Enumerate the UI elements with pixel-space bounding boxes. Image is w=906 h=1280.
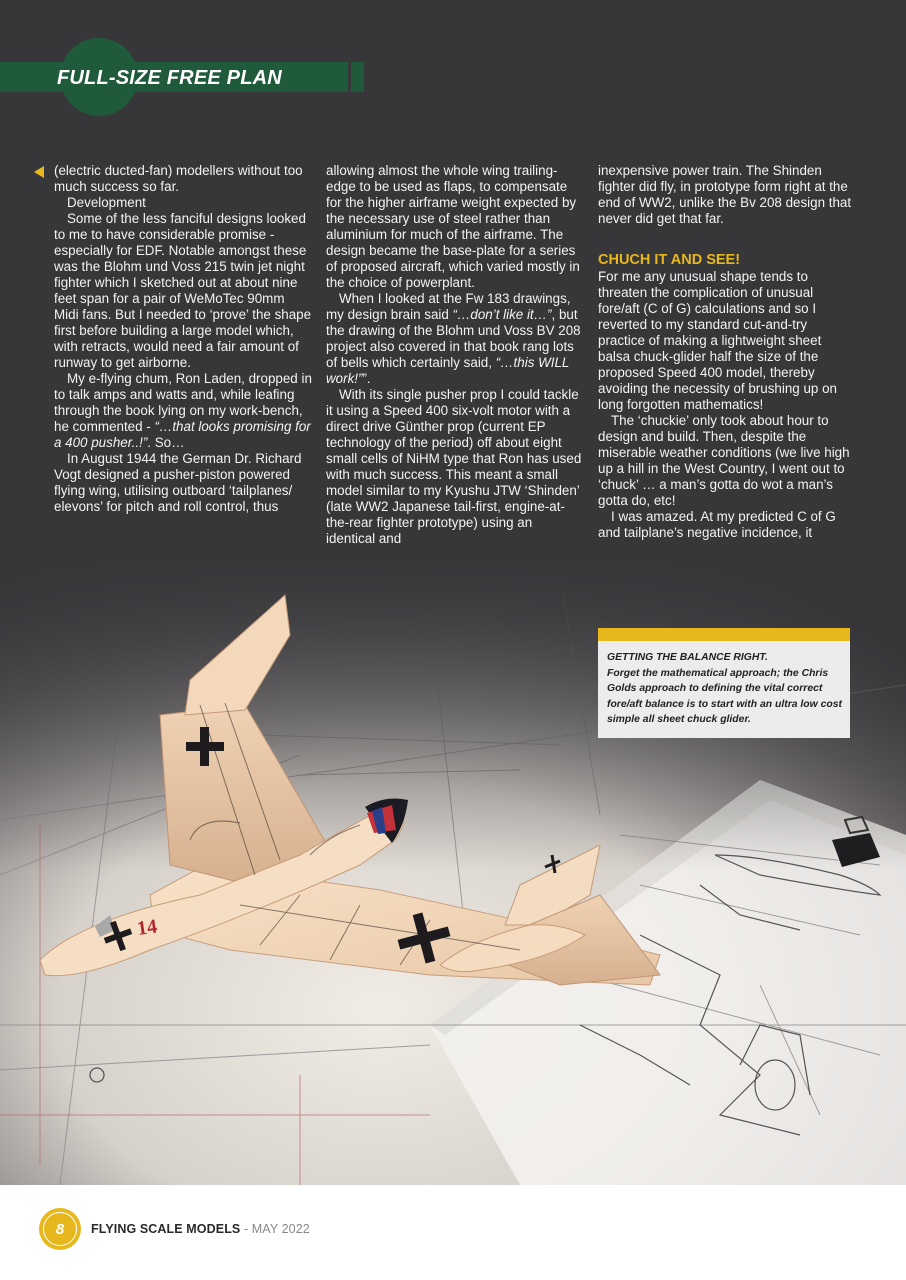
paragraph [54,371,312,451]
text-run: My e-flying chum, Ron Laden, dropped in to talk amps and watts and, while leafing through the book lying on my work-bench, he commented - [54,371,312,434]
paragraph: In August 1944 the German Dr. Richard Vogt designed a pusher-piston powered flying wing, utilising outboard ‘tailplanes/ elevons’ for pitch and roll control, thus [54,451,302,514]
quote: “…don’t like it…” [452,307,552,322]
caption-accent-bar [598,628,850,641]
paragraph [326,291,584,387]
article-column-3 [598,163,856,541]
continued-arrow-icon [34,166,44,178]
section-title: FULL-SIZE FREE PLAN [57,67,282,89]
fuselage-number: 14 [135,915,159,940]
quote: “…this WILL work!” [326,355,570,386]
caption-text [598,641,850,728]
paragraph: allowing almost the whole wing trailing-edge to be used as flaps, to compensate for the higher airframe weight expected by the necessary use of steel rather than aluminium for much of the airframe. The design became the base-plate for a series of proposed aircraft, which varied mostly in the choice of powerplant. [326,163,580,290]
text-run: . So… [147,435,185,450]
page-number: 8 [43,1212,77,1246]
photo-caption [598,628,850,738]
article-column-1 [54,163,312,515]
text-run: ”. [362,371,371,386]
caption-title: GETTING THE BALANCE RIGHT. [607,652,768,663]
section-heading: CHUCH IT AND SEE! [598,252,741,268]
issue-date: MAY 2022 [251,1222,310,1236]
subheading-development: Development [67,195,146,210]
paragraph: Some of the less fanciful designs looked to me to have considerable promise - especially for EDF. Notable amongst these was the Blohm und Voss 215 twin jet night fighter which I sketched out at about nine feet span for a pair of WeMoTec 90mm Midi fans. But I needed to ‘prove’ the shape first before building a large model which, with retracts, would need a fair amount of runway to get airborne. [54,211,312,370]
quote: “…that looks promising for a 400 pusher..!” [54,419,311,450]
paragraph: For me any unusual shape tends to threaten the complication of unusual fore/aft (C of G) calculations and so I reverted to my standard cut-and-try practice of making a lightweight sheet balsa chuck-glider half the size of the proposed Speed 400 model, thereby avoiding the necessity of brushing up on long forgotten mathematics! [598,269,837,412]
text-run: When I looked at the Fw 183 drawings, my design brain said [326,291,571,322]
paragraph: (electric ducted-fan) modellers without too much success so far. [54,163,303,194]
paragraph: inexpensive power train. The Shinden fighter did fly, in prototype form right at the end of WW2, unlike the Bv 208 design that never did get that far. [598,163,852,226]
paragraph: The ‘chuckie’ only took about hour to design and build. Then, despite the miserable weather conditions (we live high up a hill in the West Country, I went out to ‘chuck’ … a man’s gotta do wot a man’s gotta do, etc! [598,413,850,508]
footer-separator: - [240,1222,252,1236]
article-column-2 [326,163,584,547]
paragraph: I was amazed. At my predicted C of G and tailplane’s negative incidence, it [598,509,836,540]
page-number-badge [39,1208,81,1250]
footer-publication [91,1222,310,1236]
banner-tail [351,62,364,92]
caption-body: Forget the mathematical approach; the Chris Golds approach to defining the vital correct fore/aft balance is to start with an ultra low cost simple all sheet chuck glider. [607,667,842,725]
page-footer [0,1185,906,1280]
text-run: , but the drawing of the Blohm und Voss BV 208 project also covered in that book rang lots of bells which certainly said, [326,307,581,370]
paragraph: With its single pusher prop I could tackle it using a Speed 400 six-volt motor with a direct drive Günther prop (current EP technology of the period) off about eight small cells of NiHM type that Ron has used with much success. This meant a small model similar to my Kyushu JTW ‘Shinden’ (late WW2 Japanese tail-first, engine-at-the-rear fighter prototype) using an identical and [326,387,582,546]
publication-name: FLYING SCALE MODELS [91,1222,241,1236]
